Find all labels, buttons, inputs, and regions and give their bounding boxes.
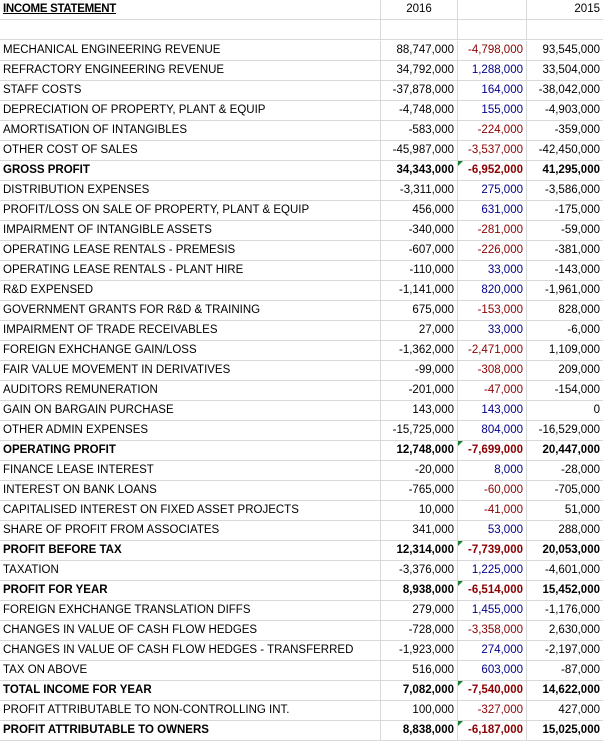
value-difference[interactable]: -7,699,000 bbox=[458, 441, 527, 460]
value-2016[interactable]: 143,000 bbox=[381, 401, 458, 420]
table-row bbox=[0, 61, 603, 81]
column-header-2015[interactable]: 2015 bbox=[574, 3, 600, 15]
table-row bbox=[0, 161, 603, 181]
value-difference[interactable]: 274,000 bbox=[458, 641, 527, 660]
value-difference[interactable]: 603,000 bbox=[458, 661, 527, 680]
empty-cell[interactable] bbox=[381, 20, 458, 39]
row-label[interactable]: OTHER ADMIN EXPENSES bbox=[0, 421, 381, 440]
value-difference[interactable]: -327,000 bbox=[458, 701, 527, 720]
value-2015[interactable]: 427,000 bbox=[558, 704, 600, 716]
value-2016[interactable]: 27,000 bbox=[381, 321, 458, 340]
row-label[interactable]: DEPRECIATION OF PROPERTY, PLANT & EQUIP bbox=[0, 101, 381, 120]
table-row bbox=[0, 341, 603, 361]
value-2016[interactable]: 456,000 bbox=[381, 201, 458, 220]
value-difference[interactable]: 155,000 bbox=[458, 101, 527, 120]
value-2016[interactable]: -37,878,000 bbox=[381, 81, 458, 100]
value-2015[interactable]: -38,042,000 bbox=[538, 84, 600, 96]
value-difference[interactable]: -3,358,000 bbox=[458, 621, 527, 640]
row-label[interactable]: OPERATING LEASE RENTALS - PREMESIS bbox=[0, 241, 381, 260]
row-label[interactable]: INTEREST ON BANK LOANS bbox=[0, 481, 381, 500]
table-row bbox=[0, 541, 603, 561]
value-2016[interactable]: -607,000 bbox=[381, 241, 458, 260]
row-label[interactable]: PROFIT BEFORE TAX bbox=[0, 541, 381, 560]
value-2015[interactable]: -87,000 bbox=[560, 664, 600, 676]
row-label[interactable]: STAFF COSTS bbox=[0, 81, 381, 100]
value-2016[interactable]: -583,000 bbox=[381, 121, 458, 140]
value-difference[interactable]: 1,288,000 bbox=[458, 61, 527, 80]
table-row bbox=[0, 501, 603, 521]
table-row bbox=[0, 701, 603, 721]
value-2015[interactable]: -28,000 bbox=[560, 464, 600, 476]
value-difference[interactable]: -224,000 bbox=[458, 121, 527, 140]
value-2015[interactable]: 1,109,000 bbox=[548, 344, 600, 356]
value-2016[interactable]: 8,838,000 bbox=[381, 721, 458, 740]
table-row bbox=[0, 221, 603, 241]
table-row bbox=[0, 461, 603, 481]
row-label[interactable]: R&D EXPENSED bbox=[0, 281, 381, 300]
row-label[interactable]: AUDITORS REMUNERATION bbox=[0, 381, 381, 400]
value-2016[interactable]: -1,923,000 bbox=[381, 641, 458, 660]
value-difference[interactable]: -226,000 bbox=[458, 241, 527, 260]
row-label[interactable]: MECHANICAL ENGINEERING REVENUE bbox=[0, 41, 381, 60]
value-2016[interactable]: -4,748,000 bbox=[381, 101, 458, 120]
value-2015[interactable]: -1,961,000 bbox=[545, 284, 600, 296]
table-row bbox=[0, 481, 603, 501]
table-row bbox=[0, 421, 603, 441]
value-2016[interactable]: 341,000 bbox=[381, 521, 458, 540]
value-2015[interactable]: -381,000 bbox=[554, 244, 600, 256]
value-2015[interactable]: 2,630,000 bbox=[548, 624, 600, 636]
value-2015[interactable]: -705,000 bbox=[554, 484, 600, 496]
row-label[interactable]: GROSS PROFIT bbox=[0, 161, 381, 180]
table-row bbox=[0, 141, 603, 161]
table-row bbox=[0, 681, 603, 701]
value-2016[interactable]: 516,000 bbox=[381, 661, 458, 680]
value-2016[interactable]: -3,376,000 bbox=[381, 561, 458, 580]
row-label[interactable]: FOREIGN EXHCHANGE TRANSLATION DIFFS bbox=[0, 601, 381, 620]
value-difference[interactable]: -6,952,000 bbox=[458, 161, 527, 180]
value-2015[interactable]: -16,529,000 bbox=[538, 424, 600, 436]
value-2015[interactable]: -42,450,000 bbox=[538, 144, 600, 156]
value-difference[interactable]: -3,537,000 bbox=[458, 141, 527, 160]
value-difference[interactable]: -47,000 bbox=[458, 381, 527, 400]
table-row bbox=[0, 581, 603, 601]
value-difference[interactable]: -60,000 bbox=[458, 481, 527, 500]
table-row bbox=[0, 381, 603, 401]
table-row bbox=[0, 41, 603, 61]
value-difference[interactable]: 1,455,000 bbox=[458, 601, 527, 620]
row-label[interactable]: TAX ON ABOVE bbox=[0, 661, 381, 680]
row-label[interactable]: CHANGES IN VALUE OF CASH FLOW HEDGES - TRANSFERRED bbox=[0, 641, 381, 660]
value-2016[interactable]: -765,000 bbox=[381, 481, 458, 500]
formula-marker-icon bbox=[458, 681, 463, 686]
value-2015[interactable]: 93,545,000 bbox=[542, 44, 600, 56]
value-2016[interactable]: -728,000 bbox=[381, 621, 458, 640]
value-difference[interactable]: -41,000 bbox=[458, 501, 527, 520]
value-2015[interactable]: 15,452,000 bbox=[542, 584, 600, 596]
value-2015[interactable]: 15,025,000 bbox=[542, 724, 600, 736]
value-difference[interactable]: -7,540,000 bbox=[458, 681, 527, 700]
value-2015[interactable]: -4,601,000 bbox=[545, 564, 600, 576]
row-label[interactable]: OTHER COST OF SALES bbox=[0, 141, 381, 160]
value-2016[interactable]: 12,748,000 bbox=[381, 441, 458, 460]
value-difference[interactable]: -281,000 bbox=[458, 221, 527, 240]
value-difference[interactable]: 143,000 bbox=[458, 401, 527, 420]
table-row bbox=[0, 521, 603, 541]
row-label[interactable]: FAIR VALUE MOVEMENT IN DERIVATIVES bbox=[0, 361, 381, 380]
value-2015[interactable]: -6,000 bbox=[567, 324, 600, 336]
table-row bbox=[0, 281, 603, 301]
row-label[interactable]: OPERATING PROFIT bbox=[0, 441, 381, 460]
table-row bbox=[0, 561, 603, 581]
value-2016[interactable]: -1,141,000 bbox=[381, 281, 458, 300]
value-2015[interactable]: -175,000 bbox=[554, 204, 600, 216]
empty-cell[interactable] bbox=[0, 20, 381, 39]
value-difference[interactable]: 631,000 bbox=[458, 201, 527, 220]
value-2015[interactable]: -4,903,000 bbox=[545, 104, 600, 116]
formula-marker-icon bbox=[458, 541, 463, 546]
value-2015[interactable]: 828,000 bbox=[558, 304, 600, 316]
value-2015[interactable]: 20,447,000 bbox=[542, 444, 600, 456]
value-2016[interactable]: -1,362,000 bbox=[381, 341, 458, 360]
value-difference[interactable]: -308,000 bbox=[458, 361, 527, 380]
table-row bbox=[0, 661, 603, 681]
value-difference[interactable]: 33,000 bbox=[458, 321, 527, 340]
value-2015[interactable]: 14,622,000 bbox=[542, 684, 600, 696]
value-2016[interactable]: 10,000 bbox=[381, 501, 458, 520]
table-row bbox=[0, 201, 603, 221]
column-header-2016[interactable]: 2016 bbox=[381, 0, 458, 19]
value-difference[interactable]: -153,000 bbox=[458, 301, 527, 320]
row-label[interactable]: CHANGES IN VALUE OF CASH FLOW HEDGES bbox=[0, 621, 381, 640]
formula-marker-icon bbox=[458, 721, 463, 726]
value-2015[interactable]: -59,000 bbox=[560, 224, 600, 236]
value-difference[interactable]: -7,739,000 bbox=[458, 541, 527, 560]
value-2016[interactable]: -99,000 bbox=[381, 361, 458, 380]
value-2016[interactable]: 88,747,000 bbox=[381, 41, 458, 60]
value-2016[interactable]: -3,311,000 bbox=[381, 181, 458, 200]
value-2015[interactable]: 33,504,000 bbox=[542, 64, 600, 76]
row-label[interactable]: TOTAL INCOME FOR YEAR bbox=[0, 681, 381, 700]
row-label[interactable]: FOREIGN EXHCHANGE GAIN/LOSS bbox=[0, 341, 381, 360]
value-difference[interactable]: 164,000 bbox=[458, 81, 527, 100]
value-2016[interactable]: 675,000 bbox=[381, 301, 458, 320]
table-row bbox=[0, 721, 603, 741]
formula-marker-icon bbox=[458, 161, 463, 166]
column-header-difference[interactable] bbox=[458, 0, 527, 19]
row-label[interactable]: PROFIT ATTRIBUTABLE TO NON-CONTROLLING INT. bbox=[0, 701, 381, 720]
value-difference[interactable]: 804,000 bbox=[458, 421, 527, 440]
row-label[interactable]: FINANCE LEASE INTEREST bbox=[0, 461, 381, 480]
row-label[interactable]: OPERATING LEASE RENTALS - PLANT HIRE bbox=[0, 261, 381, 280]
row-label[interactable]: PROFIT ATTRIBUTABLE TO OWNERS bbox=[0, 721, 381, 740]
value-2016[interactable]: -340,000 bbox=[381, 221, 458, 240]
value-2016[interactable]: 279,000 bbox=[381, 601, 458, 620]
row-label[interactable]: CAPITALISED INTEREST ON FIXED ASSET PROJECTS bbox=[0, 501, 381, 520]
sheet-title[interactable]: INCOME STATEMENT bbox=[0, 0, 381, 19]
row-label[interactable]: PROFIT FOR YEAR bbox=[0, 581, 381, 600]
value-2016[interactable]: 34,343,000 bbox=[381, 161, 458, 180]
empty-cell[interactable] bbox=[458, 20, 527, 39]
table-row bbox=[0, 121, 603, 141]
table-row bbox=[0, 321, 603, 341]
table-row bbox=[0, 261, 603, 281]
value-2015[interactable]: 20,053,000 bbox=[542, 544, 600, 556]
value-difference[interactable]: 33,000 bbox=[458, 261, 527, 280]
table-row bbox=[0, 301, 603, 321]
value-difference[interactable]: 8,000 bbox=[458, 461, 527, 480]
value-difference[interactable]: 53,000 bbox=[458, 521, 527, 540]
row-label[interactable]: IMPAIRMENT OF INTANGIBLE ASSETS bbox=[0, 221, 381, 240]
value-2016[interactable]: 7,082,000 bbox=[381, 681, 458, 700]
row-label[interactable]: AMORTISATION OF INTANGIBLES bbox=[0, 121, 381, 140]
row-label[interactable]: SHARE OF PROFIT FROM ASSOCIATES bbox=[0, 521, 381, 540]
formula-marker-icon bbox=[458, 441, 463, 446]
table-row bbox=[0, 601, 603, 621]
value-2015[interactable]: 51,000 bbox=[564, 504, 600, 516]
value-difference[interactable]: 820,000 bbox=[458, 281, 527, 300]
empty-row bbox=[0, 20, 603, 40]
table-row bbox=[0, 621, 603, 641]
table-row bbox=[0, 101, 603, 121]
value-2016[interactable]: -20,000 bbox=[381, 461, 458, 480]
value-2015[interactable]: -1,176,000 bbox=[545, 604, 600, 616]
row-label[interactable]: GAIN ON BARGAIN PURCHASE bbox=[0, 401, 381, 420]
value-difference[interactable]: -6,187,000 bbox=[458, 721, 527, 740]
table-row bbox=[0, 181, 603, 201]
value-2015[interactable]: -2,197,000 bbox=[545, 644, 600, 656]
formula-marker-icon bbox=[458, 581, 463, 586]
value-2016[interactable]: -45,987,000 bbox=[381, 141, 458, 160]
row-label[interactable]: TAXATION bbox=[0, 561, 381, 580]
row-label[interactable]: DISTRIBUTION EXPENSES bbox=[0, 181, 381, 200]
value-2016[interactable]: -110,000 bbox=[381, 261, 458, 280]
table-row bbox=[0, 81, 603, 101]
value-2016[interactable]: 8,938,000 bbox=[381, 581, 458, 600]
value-difference[interactable]: -2,471,000 bbox=[458, 341, 527, 360]
header-row bbox=[0, 0, 603, 20]
value-2015[interactable]: 41,295,000 bbox=[542, 164, 600, 176]
value-2015[interactable]: -143,000 bbox=[554, 264, 600, 276]
table-row bbox=[0, 361, 603, 381]
value-difference[interactable]: -6,514,000 bbox=[458, 581, 527, 600]
row-label[interactable]: REFRACTORY ENGINEERING REVENUE bbox=[0, 61, 381, 80]
value-2015[interactable]: -154,000 bbox=[554, 384, 600, 396]
value-2016[interactable]: 100,000 bbox=[381, 701, 458, 720]
row-label[interactable]: PROFIT/LOSS ON SALE OF PROPERTY, PLANT & EQUIP bbox=[0, 201, 381, 220]
value-2015[interactable]: -359,000 bbox=[554, 124, 600, 136]
value-difference[interactable]: -4,798,000 bbox=[458, 41, 527, 60]
value-difference[interactable]: 275,000 bbox=[458, 181, 527, 200]
value-2016[interactable]: -15,725,000 bbox=[381, 421, 458, 440]
value-2015[interactable]: 209,000 bbox=[558, 364, 600, 376]
value-difference[interactable]: 1,225,000 bbox=[458, 561, 527, 580]
row-label[interactable]: GOVERNMENT GRANTS FOR R&D & TRAINING bbox=[0, 301, 381, 320]
table-row bbox=[0, 241, 603, 261]
table-row bbox=[0, 441, 603, 461]
table-row bbox=[0, 401, 603, 421]
table-row bbox=[0, 641, 603, 661]
empty-cell[interactable] bbox=[527, 20, 603, 39]
value-2015[interactable]: 288,000 bbox=[558, 524, 600, 536]
value-2016[interactable]: -201,000 bbox=[381, 381, 458, 400]
value-2015[interactable]: 0 bbox=[593, 404, 600, 416]
value-2016[interactable]: 34,792,000 bbox=[381, 61, 458, 80]
value-2016[interactable]: 12,314,000 bbox=[381, 541, 458, 560]
value-2015[interactable]: -3,586,000 bbox=[545, 184, 600, 196]
row-label[interactable]: IMPAIRMENT OF TRADE RECEIVABLES bbox=[0, 321, 381, 340]
